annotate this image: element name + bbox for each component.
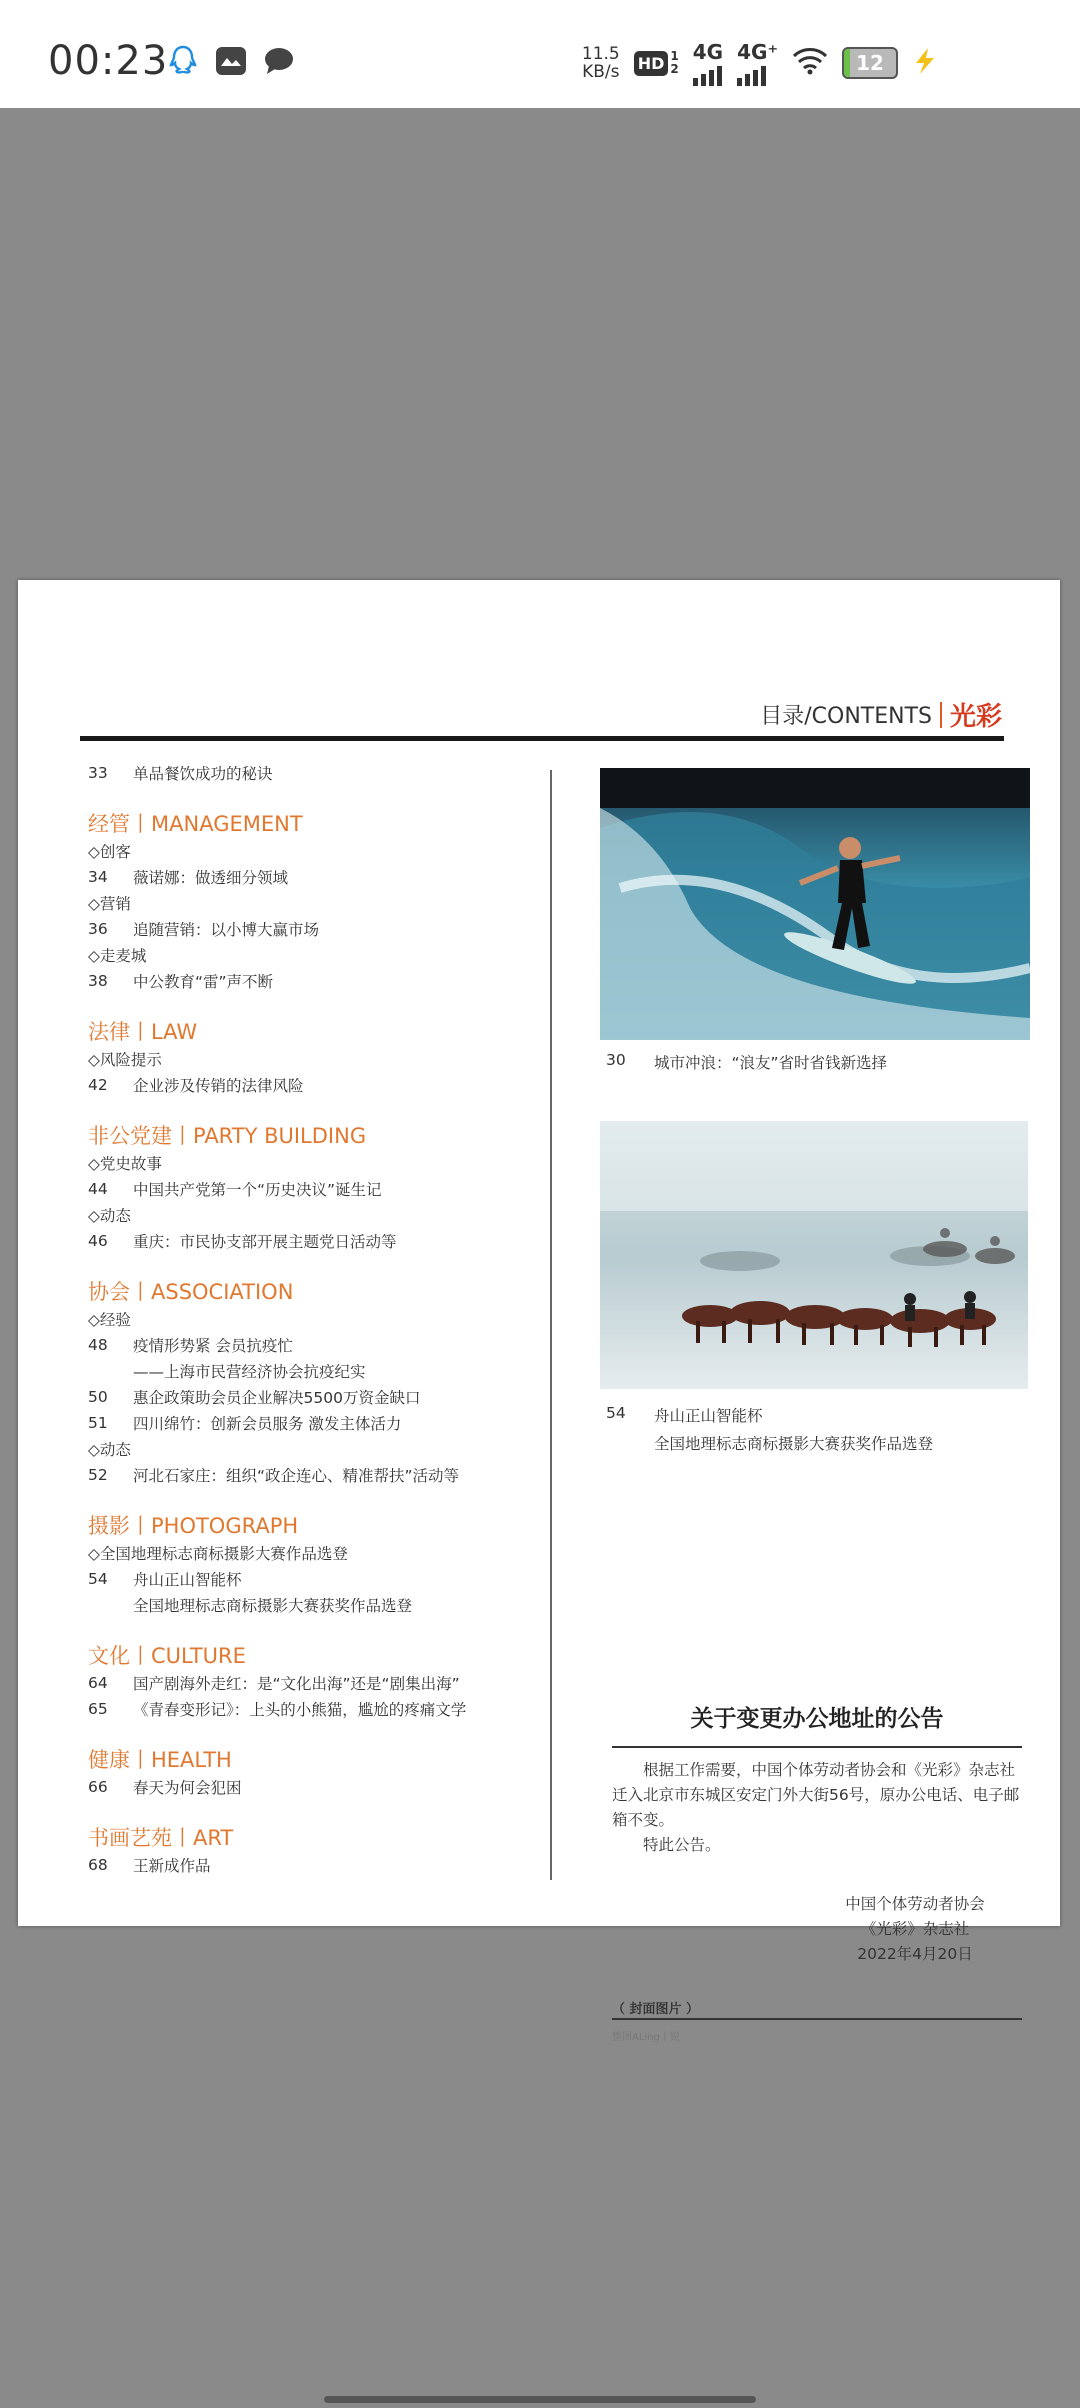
toc-subsection: ◇经验 — [88, 1311, 131, 1329]
horses-photo — [600, 1121, 1028, 1389]
notice-rule — [612, 1746, 1022, 1748]
notification-icons — [166, 44, 296, 78]
home-indicator[interactable] — [324, 2396, 756, 2403]
toc-list — [88, 760, 548, 1878]
charging-icon — [912, 47, 938, 79]
toc-entry[interactable] — [88, 1228, 548, 1254]
toc-entry[interactable] — [88, 1696, 548, 1722]
toc-page-number: 50 — [88, 1388, 108, 1406]
toc-section-title[interactable]: 文化丨CULTURE — [88, 1644, 246, 1668]
gallery-icon — [214, 44, 248, 78]
cover-rule — [612, 2018, 1022, 2020]
toc-page-number: 42 — [88, 1076, 108, 1094]
toc-section-title[interactable]: 协会丨ASSOCIATION — [88, 1280, 294, 1304]
toc-entry[interactable] — [88, 864, 548, 890]
toc-entry-title: 追随营销：以小博大赢市场 — [133, 921, 320, 939]
toc-page-number: 51 — [88, 1414, 108, 1432]
signal-4g-1: 4G — [693, 40, 723, 86]
toc-section-title[interactable]: 摄影丨PHOTOGRAPH — [88, 1514, 299, 1538]
toc-subsection: ◇走麦城 — [88, 947, 147, 965]
signal-4g-2: 4G⁺ — [737, 40, 778, 86]
toc-entry-title: 舟山正山智能杯 — [133, 1571, 242, 1589]
toc-entry-title: 惠企政策助会员企业解决5500万资金缺口 — [133, 1389, 421, 1407]
signal-bars-icon — [693, 64, 722, 86]
toc-entry-title: 中公教育“雷”声不断 — [133, 973, 274, 991]
toc-page-number: 44 — [88, 1180, 108, 1198]
battery-level — [844, 49, 850, 77]
toc-entry[interactable] — [88, 1072, 548, 1098]
toc-entry-title: 四川绵竹：创新会员服务 激发主体活力 — [133, 1415, 402, 1433]
surfing-photo — [600, 768, 1030, 1040]
toc-page-number: 52 — [88, 1466, 108, 1484]
message-icon — [262, 44, 296, 78]
toc-entry-title: 河北石家庄：组织“政企连心、精准帮扶”活动等 — [133, 1467, 460, 1485]
toc-entry-title: 重庆：市民协支部开展主题党日活动等 — [133, 1233, 397, 1251]
toc-page-number: 36 — [88, 920, 108, 938]
toc-entry[interactable] — [88, 1176, 548, 1202]
net-speed: 11.5 KB/s — [581, 44, 620, 82]
battery-icon: 12 — [842, 47, 898, 79]
toc-entry-title: 国产剧海外走红：是“文化出海”还是“剧集出海” — [133, 1675, 460, 1693]
toc-subsection: ◇动态 — [88, 1207, 131, 1225]
column-divider — [550, 770, 552, 1880]
toc-section-title[interactable]: 经管丨MANAGEMENT — [88, 812, 303, 836]
contents-header — [760, 696, 1002, 733]
hd-icon: HD 1 2 — [634, 50, 679, 76]
toc-entry-title: 《青春变形记》：上头的小熊猫，尴尬的疼痛文学 — [133, 1701, 467, 1719]
document-page — [18, 580, 1060, 2043]
signal-bars-icon — [737, 64, 766, 86]
toc-page-number: 54 — [88, 1570, 108, 1588]
header-rule — [80, 736, 1004, 741]
toc-section-title[interactable]: 法律丨LAW — [88, 1020, 198, 1044]
toc-section-title[interactable]: 健康丨HEALTH — [88, 1748, 232, 1772]
toc-entry-title: 薇诺娜：做透细分领域 — [133, 869, 289, 887]
toc-entry-continuation: 全国地理标志商标摄影大赛获奖作品选登 — [133, 1597, 413, 1615]
toc-entry[interactable]: 33 单品餐饮成功的秘诀 — [88, 764, 273, 783]
toc-entry[interactable] — [88, 1774, 548, 1800]
toc-entry-title: 企业涉及传销的法律风险 — [133, 1077, 304, 1095]
toc-page-number: 68 — [88, 1856, 108, 1874]
toc-subsection: ◇创客 — [88, 843, 131, 861]
toc-page-number: 65 — [88, 1700, 108, 1718]
toc-entry[interactable] — [88, 1410, 548, 1436]
toc-section-title[interactable]: 书画艺苑丨ART — [88, 1826, 234, 1850]
qq-icon — [166, 44, 200, 78]
toc-entry[interactable] — [88, 1670, 548, 1696]
toc-entry-title: 疫情形势紧 会员抗疫忙 — [133, 1337, 293, 1355]
toc-entry-title: 中国共产党第一个“历史决议”诞生记 — [133, 1181, 382, 1199]
notice-body: 根据工作需要，中国个体劳动者协会和《光彩》杂志社迁入北京市东城区安定门外大街56号，原办公电话、电子邮箱不变。 特此公告。 — [612, 1761, 1020, 1854]
wifi-icon — [792, 47, 828, 79]
toc-subsection: ◇党史故事 — [88, 1155, 162, 1173]
toc-entry[interactable] — [88, 1462, 548, 1488]
toc-page-number: 64 — [88, 1674, 108, 1692]
cover-label: （ 封面图片 ） — [612, 2002, 700, 2017]
status-bar — [0, 0, 1080, 108]
toc-entry[interactable] — [88, 968, 548, 994]
clock: 00:23 — [48, 38, 169, 84]
toc-entry-title: 春天为何会犯困 — [133, 1779, 242, 1797]
toc-subsection: ◇动态 — [88, 1441, 131, 1459]
toc-entry[interactable] — [88, 1566, 548, 1592]
notice-title: 关于变更办公地址的公告 — [690, 1705, 944, 1732]
surf-caption: 30 城市冲浪：“浪友”省时省钱新选择 — [606, 1051, 888, 1072]
toc-entry[interactable] — [88, 1384, 548, 1410]
contents-label: 目录/CONTENTS — [760, 704, 932, 729]
toc-page-number: 48 — [88, 1336, 108, 1354]
toc-entry[interactable] — [88, 1852, 548, 1878]
toc-section-title[interactable]: 非公党建丨PARTY BUILDING — [88, 1124, 367, 1148]
horses-caption: 54 舟山正山智能杯 全国地理标志商标摄影大赛获奖作品选登 — [606, 1404, 934, 1453]
toc-page-number: 38 — [88, 972, 108, 990]
system-icons — [582, 40, 938, 86]
toc-page-number: 66 — [88, 1778, 108, 1796]
toc-subsection: ◇风险提示 — [88, 1051, 162, 1069]
toc-entry-continuation: ——上海市民营经济协会抗疫纪实 — [133, 1363, 366, 1381]
notice-signature: 中国个体劳动者协会 《光彩》杂志社 2022年4月20日 — [845, 1895, 985, 1963]
cover-credit: 整图ALing丨锐 — [612, 2032, 680, 2043]
toc-entry[interactable] — [88, 916, 548, 942]
toc-entry[interactable] — [88, 1332, 548, 1358]
toc-entry-title: 王新成作品 — [133, 1857, 211, 1875]
toc-subsection: ◇全国地理标志商标摄影大赛作品选登 — [88, 1545, 348, 1563]
brand-logo: 光彩 — [949, 702, 1002, 732]
toc-subsection: ◇营销 — [88, 895, 131, 913]
toc-page-number: 46 — [88, 1232, 108, 1250]
toc-page-number: 34 — [88, 868, 108, 886]
